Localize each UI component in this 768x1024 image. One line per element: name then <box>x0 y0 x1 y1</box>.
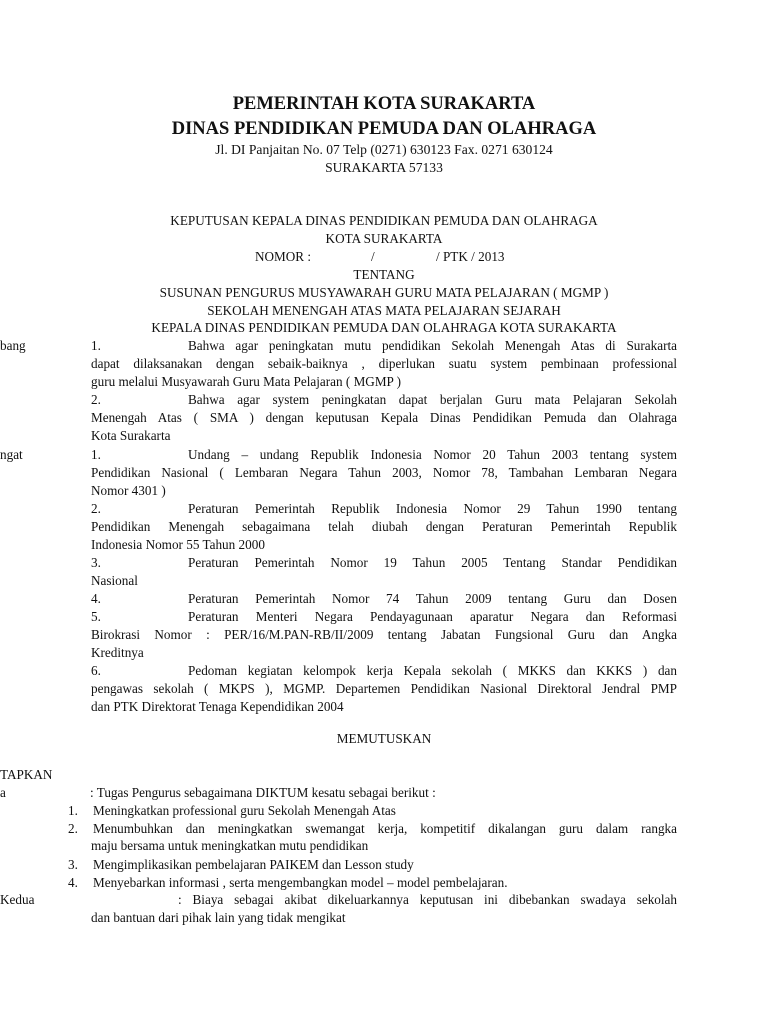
mengingat-item-last-line: Nasional <box>91 573 138 588</box>
nomor-suffix: / PTK / 2013 <box>436 249 505 264</box>
mengingat-item-number: 1. <box>91 447 101 462</box>
memutuskan-heading: MEMUTUSKAN <box>336 731 432 746</box>
task-text: Menumbuhkan dan meningkatkan swemangat kerja, kompetitif dikalangan guru dalam rangka <box>93 821 677 836</box>
org-address: Jl. DI Panjaitan No. 07 Telp (0271) 630123 Fax. 0271 630124 <box>215 142 553 157</box>
org-name-line1: PEMERINTAH KOTA SURAKARTA <box>232 94 536 114</box>
mengingat-item-first-line: Pedoman kegiatan kelompok kerja Kepala sekolah ( MKKS dan KKKS ) dan <box>188 663 677 678</box>
mengingat-item-line: Pendidikan Menengah sebagaimana telah diubah dengan Peraturan Pemerintah Republik <box>91 519 677 534</box>
mengingat-item-first-line: Peraturan Pemerintah Nomor 74 Tahun 2009 tentang Guru dan Dosen <box>188 591 677 606</box>
mengingat-item-line: Pendidikan Nasional ( Lembaran Negara Tahun 2003, Nomor 78, Tambahan Lembaran Negara <box>91 465 677 480</box>
org-name-line2: DINAS PENDIDIKAN PEMUDA DAN OLAHRAGA <box>171 119 597 139</box>
kedua-text: : Biaya sebagai akibat dikeluarkannya keputusan ini dibebankan swadaya sekolah <box>178 892 677 907</box>
org-city: SURAKARTA 57133 <box>325 160 443 175</box>
kedua-label: Kedua <box>0 892 35 907</box>
menimbang-item-number: 2. <box>91 392 101 407</box>
mengingat-item-line: Birokrasi Nomor : PER/16/M.PAN-RB/II/2009 tentang Jabatan Fungsional Guru dan Angka <box>91 627 677 642</box>
mengingat-item-last-line: Nomor 4301 ) <box>91 483 166 498</box>
task-continuation: maju bersama untuk meningkatkan mutu pendidikan <box>91 838 369 853</box>
subject-line2: SEKOLAH MENENGAH ATAS MATA PELAJARAN SEJARAH <box>207 303 561 318</box>
mengingat-label: ngat <box>0 447 23 462</box>
menimbang-item-line: dapat dilaksanakan dengan sebaik-baiknya , diperlukan suatu system pembinaan professional <box>91 356 677 371</box>
kesatu-text: : Tugas Pengurus sebagaimana DIKTUM kesatu sebagai berikut : <box>90 785 436 800</box>
mengingat-item-number: 4. <box>91 591 101 606</box>
mengingat-item-first-line: Peraturan Menteri Negara Pendayagunaan aparatur Negara dan Reformasi <box>188 609 677 624</box>
task-text: Meningkatkan professional guru Sekolah Menengah Atas <box>93 803 396 818</box>
subject-line3: KEPALA DINAS PENDIDIKAN PEMUDA DAN OLAHRAGA KOTA SURAKARTA <box>151 320 617 335</box>
mengingat-item-first-line: Peraturan Pemerintah Nomor 19 Tahun 2005 Tentang Standar Pendidikan <box>188 555 677 570</box>
mengingat-item-number: 6. <box>91 663 101 678</box>
mengingat-item-first-line: Undang – undang Republik Indonesia Nomor 20 Tahun 2003 tentang system <box>188 447 677 462</box>
mengingat-item-number: 3. <box>91 555 101 570</box>
kedua-continuation: dan bantuan dari pihak lain yang tidak mengikat <box>91 910 346 925</box>
nomor-slash: / <box>371 249 375 264</box>
nomor-label: NOMOR : <box>255 249 312 264</box>
kesatu-label: a <box>0 785 6 800</box>
task-number: 3. <box>68 857 78 872</box>
task-text: Menyebarkan informasi , serta mengembangkan model – model pembelajaran. <box>93 875 508 890</box>
task-number: 1. <box>68 803 78 818</box>
mengingat-item-line: pengawas sekolah ( MKPS ), MGMP. Departemen Pendidikan Nasional Direktoral Jendral PMP <box>91 681 677 696</box>
mengingat-item-last-line: Kreditnya <box>91 645 144 660</box>
menimbang-label: bang <box>0 338 26 353</box>
menimbang-item-first-line: Bahwa agar system peningkatan dapat berjalan Guru mata Pelajaran Sekolah <box>188 392 677 407</box>
mengingat-item-number: 2. <box>91 501 101 516</box>
menimbang-item-number: 1. <box>91 338 101 353</box>
mengingat-item-number: 5. <box>91 609 101 624</box>
task-text: Mengimplikasikan pembelajaran PAIKEM dan Lesson study <box>93 857 414 872</box>
task-number: 2. <box>68 821 78 836</box>
task-number: 4. <box>68 875 78 890</box>
menimbang-item-first-line: Bahwa agar peningkatan mutu pendidikan Sekolah Menengah Atas di Surakarta <box>188 338 677 353</box>
menimbang-item-last-line: guru melalui Musyawarah Guru Mata Pelajaran ( MGMP ) <box>91 374 402 389</box>
mengingat-item-last-line: dan PTK Direktorat Tenaga Kependidikan 2004 <box>91 699 344 714</box>
decree-title-line2: KOTA SURAKARTA <box>325 231 443 246</box>
tentang-heading: TENTANG <box>353 267 415 282</box>
decree-title-line1: KEPUTUSAN KEPALA DINAS PENDIDIKAN PEMUDA DAN OLAHRAGA <box>170 213 598 228</box>
menimbang-item-line: Menengah Atas ( SMA ) dengan keputusan Kepala Dinas Pendidikan Pemuda dan Olahraga <box>91 410 677 425</box>
mengingat-item-last-line: Indonesia Nomor 55 Tahun 2000 <box>91 537 265 552</box>
menimbang-item-last-line: Kota Surakarta <box>91 428 171 443</box>
mengingat-item-first-line: Peraturan Pemerintah Republik Indonesia Nomor 29 Tahun 1990 tentang <box>188 501 677 516</box>
subject-line1: SUSUNAN PENGURUS MUSYAWARAH GURU MATA PELAJARAN ( MGMP ) <box>159 285 609 300</box>
menetapkan-label: TAPKAN <box>0 767 53 782</box>
